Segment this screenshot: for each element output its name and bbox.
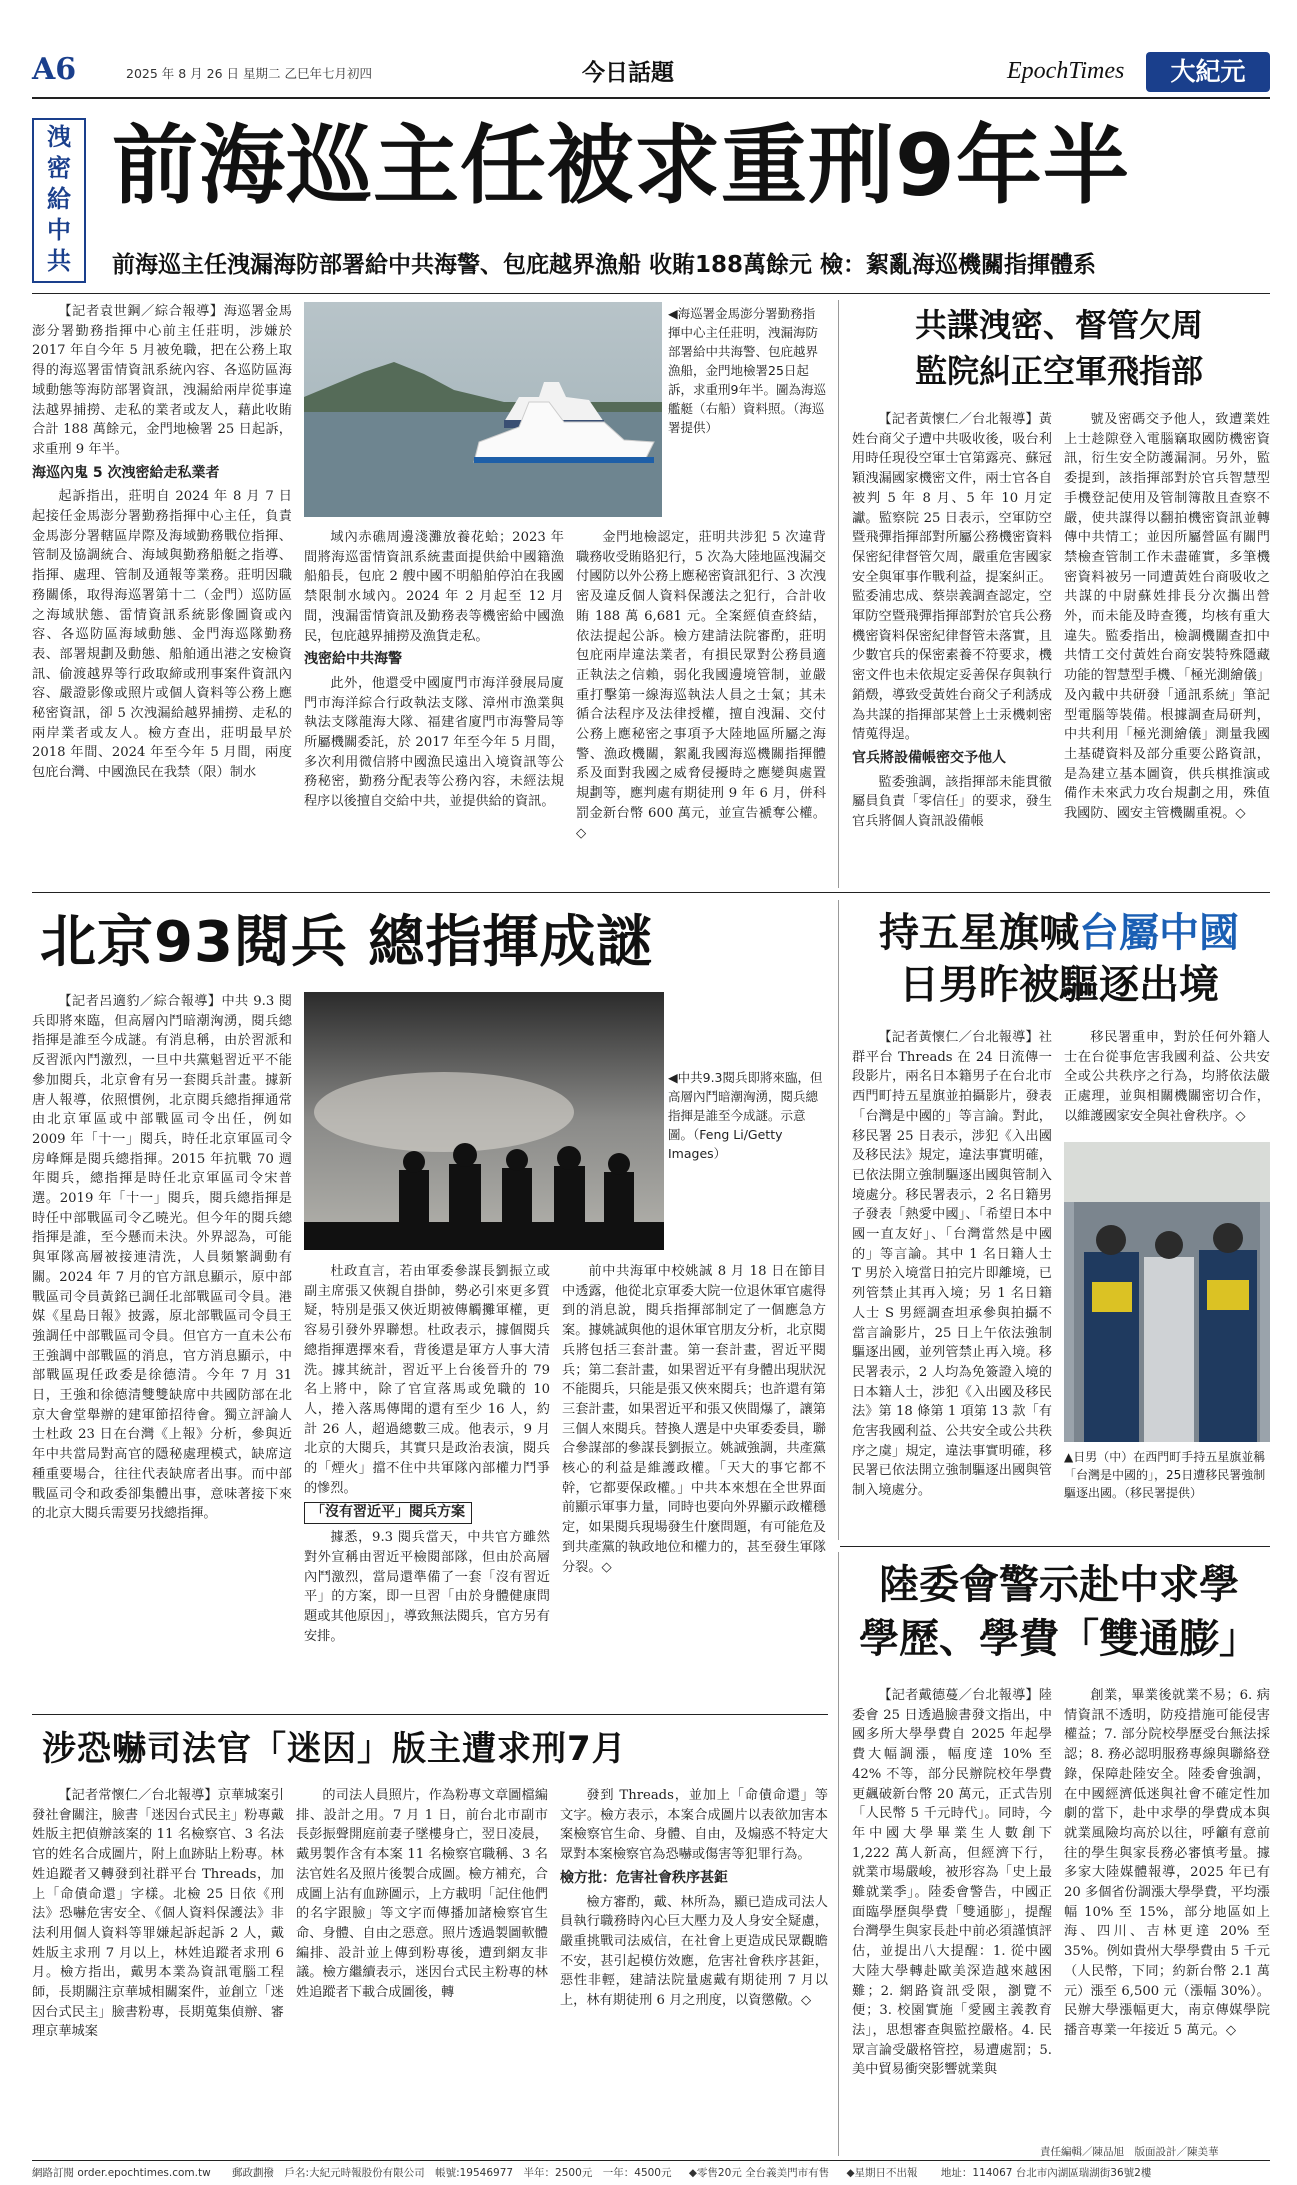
deportation-image (1064, 1142, 1270, 1442)
story-divider-1 (838, 300, 839, 888)
story1-col3: 金門地檢認定，莊明共涉犯 5 次違背職務收受賄賂犯行，5 次為大陸地區洩漏交付國防以外公務上應秘密資訊犯行、3 次洩密及違反個人資料保護法之犯行，合計收賄 188 萬 6,681 元。全案經偵查終結，依法提起公訴。檢方建請法院審酌，莊明包庇兩岸違法業者，有損民眾對公務員適正執法之信賴，弱化我國邊境管制，並嚴重打擊第一線海巡執法人員之士氣；其未循合法程序及法律授權，擅自洩漏、交付公務上應秘密之事項予大陸地區所屬之海警、漁政機關，絮亂我國海巡機關指揮體系及面對我國之威脅侵擾時之應變與處置規劃等，應判處有期徒刑 9 年 6 月，併科罰金新台幣 600 萬元，並宣告褫奪公權。◇ (576, 530, 826, 841)
story3-headline: 北京93閱兵 總指揮成謎 (40, 910, 654, 975)
footer-days: 星期日不出報 (854, 2167, 918, 2179)
story6-sub1: 檢方批：危害社會秩序甚鉅 (560, 1869, 728, 1886)
page-date: 2025 年 8 月 26 日 星期二 乙巳年七月初四 (126, 66, 372, 81)
footer-postal: 郵政劃撥 戶名:大紀元時報股份有限公司 帳號:19546977 半年：2500元 一年：4500元 (232, 2167, 672, 2179)
section-rule-3 (32, 1714, 828, 1715)
story1-photo-caption: ◀海巡署金馬澎分署勤務指揮中心主任莊明，洩漏海防部署給中共海警、包庇越界漁船，金門地檢署25日起訴，求重刑9年半。圖為海巡艦艇（右船）資料照。（海巡署提供） (668, 306, 826, 435)
story1-sub2: 洩密給中共海警 (304, 651, 402, 668)
story2-headline-l2: 監院糾正空軍飛指部 (914, 352, 1203, 390)
story-divider-3 (838, 1552, 839, 2156)
story1-rule (32, 293, 1270, 294)
story1-photo (304, 302, 662, 517)
story6-col1: 【記者常懷仁／台北報導】京華城案引發社會關注，臉書「迷因台式民主」粉專戴姓版主把偵辦該案的 11 名檢察官、3 名法官的姓名合成圖片，附上血跡貼上粉專。林姓追蹤者又轉發到社群平台 Threads，加上「命債命還」字樣。北檢 25 日依《刑法》恐嚇危害安全、《個人資料保護法》非法利用個人資料等罪嫌起訴起訴 2 人，戴姓版主求刑 7 月以上，林姓追蹤者求刑 6 月。檢方指出，戴男本業為資訊電腦工程師，長期關注京華城相關案件，並創立「迷因台式民主」臉書粉專，長期蒐集偵辦、審理京華城案 (32, 1788, 284, 2040)
page-number: A6 (32, 52, 77, 87)
story5-col2: 創業，畢業後就業不易；6. 病情資訊不透明，防疫措施可能侵害權益；7. 部分院校學歷受台無法採認；8. 務必認明服務專線與聯絡登錄，保障赴陸安全。陸委會強調，在中國經濟低迷與社會不確定性加劇的當下，赴中求學的學費成本與就業風險均高於以往，呼籲有意前往的學生與家長務必審慎考量。據多家大陸媒體報導，2025 年已有 20 多個省份調漲大學學費，平均漲幅 10% 至 15%，部分地區如上海、四川、吉林更達 20% 至 35%。例如貴州大學學費由 5 千元（人民幣，下同；約新台幣 2.1 萬元）漲至 6,500 元（漲幅 30%）。民辦大學漲幅更大，南京傳媒學院播音專業一年接近 5 萬元。◇ (1064, 1688, 1270, 2038)
story3-photo-caption: ◀中共9.3閱兵即將來臨，但高層內鬥暗潮洶湧，閱兵總指揮是誰至今成謎。示意圖。（Feng Li/Getty Images） (668, 1070, 823, 1161)
story4-col1: 【記者黃懷仁／台北報導】社群平台 Threads 在 24 日流傳一段影片，兩名日本籍男子在台北市西門町持五星旗並拍攝影片，發表「台灣是中國的」等言論。對此，移民署 25 日表示，涉犯《入出國及移民法》規定，違法事實明確，已依法開立強制驅逐出國與管制入境處分。移民署表示，2 名日籍男子發表「熱愛中國」、「希望日本中國一直友好」、「台灣當然是中國的」等言論。其中 1 名日籍人士 T 男於入境當日拍完片即離境，已列管禁止其再入境；另 1 名日籍人士 S 男經調查坦承參與拍攝不當言論影片，25 日上午依法強制驅逐出國，並列管禁止再入境。移民署表示，2 人均為免簽證入境的日本籍人士，涉犯《入出國及移民法》第 18 條第 1 項第 13 款「有危害我國利益、公共安全或公共秩序之虞」規定，違法事實明確，移民署已依法開立強制驅逐出國與管制入境處分。 (852, 1030, 1052, 1499)
story4-photo (1064, 1142, 1270, 1442)
story5-headline-l2: 學歷、學費「雙通膨」 (859, 1616, 1259, 1662)
story3-col2: 杜政直言，若由軍委參謀長劉振立或副主席張又俠親自掛帥，勢必引來更多質疑，特別是張又俠近期被傳觸攤軍權，更容易引發外界聯想。杜政表示，據個閱兵總指揮選擇來看，背後還是軍方人事大清洗。據其統計，習近平上台後晉升的 79 名上將中，除了官宣落馬或免職的 10 人，捲入落馬傳聞的還有至少 16 人，約計 26 人，超過總數三成。他表示，9 月北京的大閱兵，其實只是政治表演，閱兵的「煙火」擋不住中共軍隊內部權力鬥爭的慘烈。 「沒有習近平」閱兵方案 據悉，9.3 閱兵當天，中共官方雖然對外宣稱由習近平檢閱部隊，但由於高層內鬥激烈，當局還準備了一套「沒有習近平」的方案，即一旦習「由於身體健康問題或其他原因」，導致無法閱兵，官方另有安排。 (304, 1264, 550, 1644)
footer-bar (32, 2164, 1270, 2182)
story2-col1: 【記者黃懷仁／台北報導】黃姓台商父子遭中共吸收後，吸台利用時任現役空軍士官第露亮、蘇冠穎洩漏國家機密文件，兩士官各自被判 5 年 8 月、5 年 10 月定讞。監察院 25 日表示，空軍防空暨飛彈指揮部對所屬公務機密資料保密紀律督管欠周，嚴重危害國家安全與軍事作戰利益，提案糾正。監委浦忠成、蔡崇義調查認定，空軍防空暨飛彈指揮部對於官兵公務機密資料保密紀律督管未落實，且少數官兵的保密素養不符要求，機密文件也未依規定妥善保存與執行銷燬，導致受黃姓台商父子利誘成為共謀的指揮部某營上士汞機刺密情蒐得逞。 官兵將設備帳密交予他人 監委強調，該指揮部未能貫徹屬員負責「零信任」的要求，發生官兵將個人資訊設備帳 (852, 412, 1052, 830)
coast-guard-ship-image (304, 302, 662, 517)
footer-web: 網路訂閱 order.epochtimes.com.tw (32, 2167, 211, 2179)
story4-photo-caption: ▲日男（中）在西門町手持五星旗並稱「台灣是中國的」，25日遭移民署強制驅逐出國。（移民署提供） (1064, 1450, 1266, 1500)
section-title: 今日話題 (582, 59, 674, 86)
section-rule-1 (32, 892, 1270, 893)
story6-col3: 發到 Threads，並加上「命債命還」等文字。檢方表示，本案合成圖片以表欲加害本案檢察官生命、身體、自由，及煽惑不特定大眾對本案檢察官為恐嚇或傷害等犯罪行為。 檢方批：危害社會秩序甚鉅 檢方審酌，戴、林所為，顯已造成司法人員執行職務時內心巨大壓力及人身安全疑慮，嚴重挑戰司法威信，在社會上更造成民眾觀瞻不安，甚引起模仿效應，危害社會秩序甚鉅，惡性非輕，建請法院量處戴有期徒刑 7 月以上，林有期徒刑 6 月之刑度，以資懲儆。◇ (560, 1788, 828, 2009)
story4-highlight: 台屬中國 (1079, 910, 1239, 956)
story2-col2: 號及密碼交予他人，致遭業姓上士趁隙登入電腦竊取國防機密資訊，衍生安全防護漏洞。另外，監委提到，該指揮部對於官兵智慧型手機登記使用及管制簿散且查察不嚴，使共謀得以翻拍機密資訊並轉傳中共情工；並因所屬營區有關門禁檢查管制工作未盡確實，多筆機密資料被另一同遭黃姓台商吸收之共謀的中尉蘇姓排長分次攜出營外，而未能及時查獲，均核有重大違失。監委指出，檢調機關查扣中共情工交付黃姓台商安裝特殊隱藏功能的智慧型手機、「極光測繪儀」及內載中共研發「通訊系統」筆記型電腦等裝備。根據調查局研判，中共利用「極光測繪儀」測量我國土基礎資料及部分重要公路資訊，是為建立基本圖資，供兵棋推演或備作未來武力攻台規劃之用，殊值我國防、國安主管機關重視。◇ (1064, 412, 1270, 822)
story-divider-2 (838, 900, 839, 1540)
story4-col2: 移民署重申，對於任何外籍人士在台從事危害我國利益、公共安全或公共秩序之行為，均將依法嚴正處理，並與相關機關密切合作，以維護國家安全與社會秩序。◇ (1064, 1030, 1270, 1124)
story2-sub1: 官兵將設備帳密交予他人 (852, 749, 1006, 766)
header-rule (32, 97, 1270, 99)
story1-kicker: 洩 密 給 中 共 (32, 118, 86, 283)
footer-credits: 責任編輯／陳品旭 版面設計／陳美華 (1040, 2146, 1219, 2158)
story3-col3: 前中共海軍中校姚誠 8 月 18 日在節目中透露，他從北京軍委大院一位退休軍官處得到的消息說，閱兵指揮部制定了一個應急方案。據姚誠與他的退休軍官朋友分析，北京閱兵將包括三套計畫。第一套計畫，習近平閱兵；第二套計畫，如果習近平有身體出現狀況不能閱兵，只能是張又俠來閱兵；也許還有第三套計畫，如果習近平和張又俠間爆了，讓第三個人來閱兵。替換人選是中央軍委委員，聯合參謀部的參謀長劉振立。姚誠強調，共產黨核心的利益是維護政權。「天大的事它都不幹，它都要保政權。」中共本來想在全世界面前顯示軍事力量，同時也要向外界顯示政權穩定，如果閱兵現場發生什麼問題，有可能危及到共產黨的執政地位和權力的，甚至發生軍隊分裂。◇ (562, 1264, 826, 1575)
story6-col2: 的司法人員照片，作為粉專文章圖檔編排、設計之用。7 月 1 日，前台北市副市長彭振聲開庭前妻子墜樓身亡，翌日凌晨，戴男製作含有本案 11 名檢察官職稱、3 名法官姓名及照片後製合成圖。檢方補充，合成圖上沾有血跡圖示，上方載明「記住他們的名字跟臉」等文字而傳播加諸檢察官生命、身體、自由之惡意。照片透過製圖軟體編排、設計並上傳到粉專後，遭到網友非議。檢方繼續表示，迷因台式民主粉專的林姓追蹤者下載合成圖後，轉 (296, 1788, 548, 2001)
brand-en: EpochTimes (1007, 58, 1125, 84)
military-parade-image (304, 992, 664, 1250)
brand-logo: 大紀元 (1146, 52, 1270, 92)
footer-address: 地址：114067 台北市內湖區瑞湖街36號2樓 (940, 2167, 1152, 2179)
story3-sub1: 「沒有習近平」閱兵方案 (304, 1502, 472, 1524)
story2-headline-l1: 共諜洩密、督管欠周 (914, 306, 1203, 344)
price-icon: ◆ (688, 2167, 697, 2179)
days-icon: ◆ (846, 2167, 855, 2179)
footer-price: 零售20元 全台義美門市有售 (696, 2167, 830, 2179)
story1-sub1: 海巡內鬼 5 次洩密給走私業者 (32, 464, 220, 481)
story3-photo (304, 992, 664, 1250)
story6-headline: 涉恐嚇司法官「迷因」版主遭求刑7月 (42, 1729, 627, 1769)
story5-col1: 【記者戴德蔓／台北報導】陸委會 25 日透過臉書發文指出，中國多所大學學費自 2025 年起學費大幅調漲，幅度達 10% 至 42% 不等，部分民辦院校年學費更飆破新台幣 20 萬元，正式告別「人民幣 5 千元時代」。同時，今年中國大學畢業生人數創下 1,222 萬人新高，但經濟下行，就業市場嚴峻，被形容為「史上最難就業季」。陸委會警告，中國正面臨學歷與學費「雙通膨」，提醒台灣學生與家長赴中前必須謹慎評估，並提出八大提醒：1. 從中國大陸大學轉赴歐美深造越來越困難；2. 網路資訊受限，瀏覽不便；3. 校園實施「愛國主義教育法」，思想審查與監控嚴格。4. 民眾言論受嚴格管控，易遭處罰；5. 美中貿易衝突影響就業與 (852, 1688, 1052, 2078)
footer-rule (32, 2160, 1270, 2161)
story1-col2: 域內赤礁周邊淺灘放養花蛤；2023 年間將海巡雷情資訊系統畫面提供給中國籍漁船船長，包庇 2 艘中國不明船舶停泊在我國禁限制水域內。2024 年 2 月起至 12 月間，洩漏雷情資訊及勤務表等機密給中國漁民，包庇越界捕撈及漁貨走私。 洩密給中共海警 此外，他還受中國廈門市海洋發展局廈門市海洋綜合行政執法支隊、漳州市漁業與執法支隊龍海大隊、福建省廈門市海警局等所屬機關委託，於 2017 年至今年 5 月間，多次利用微信將中國漁民遠出入境資訊等公務秘密，勤務分配表等公務內容，未經法規程序以後擅自交給中共，並提供給的資訊。 (304, 530, 564, 810)
story4-headline-l2: 日男昨被驅逐出境 (899, 962, 1219, 1008)
story4-headline-l1: 持五星旗喊台屬中國 (879, 910, 1239, 956)
story1-subhead: 前海巡主任洩漏海防部署給中共海警、包庇越界漁船 收賄188萬餘元 檢：絮亂海巡機關指揮體系 (112, 252, 1097, 278)
story1-headline: 前海巡主任被求重刑9年半 (112, 116, 1130, 216)
section-rule-2 (840, 1546, 1270, 1547)
story3-col1: 【記者呂適豹／綜合報導】中共 9.3 閱兵即將來臨，但高層內鬥暗潮洶湧，閱兵總指揮是誰至今成謎。有消息稱，由於習派和反習派內鬥激烈，一旦中共黨魁習近平不能參加閱兵，北京會有另一套閱兵計畫。據新唐人報導，依照慣例，北京閱兵總指揮通常由北京軍區或中部戰區司令出任，例如 2009 年「十一」閱兵，時任北京軍區司令房峰輝是閱兵總指揮。2015 年抗戰 70 週年閱兵，總指揮是時任北京軍區司令宋普選。2019 年「十一」閱兵，閱兵總指揮是時任中部戰區司令乙曉光。但今年的閱兵總指揮是誰，至今懸而未決。外界認為，可能與軍隊高層被接連清洗，人員頻繁調動有關。2024 年 7 月的官方訊息顯示，原中部戰區司令員黃銘已調任北部戰區司令員。港媒《星島日報》披露，原北部戰區司令員王強調任中部戰區司令員。但官方一直未公布王強調中部戰區的消息，官方消息顯示，中部戰區現任政委是徐德清。今年 7 月 31 日，王強和徐德清雙雙缺席中共國防部在北京大會堂舉辦的建軍節招待會。獨立評論人士杜政 23 日在台灣《上報》分析，參與近年中共當局對高官的隱秘處理模式，缺席這種重要場合，往往代表缺席者出事。而中部戰區司令和政委卻集體出事，意味著接下來的北京大閱兵需要另找總指揮。 (32, 994, 292, 1522)
story5-headline-l1: 陸委會警示赴中求學 (879, 1562, 1239, 1608)
story1-col1: 【記者袁世鋼／綜合報導】海巡署金馬澎分署勤務指揮中心前主任莊明，涉嫌於 2017 年自今年 5 月被免職，把在公務上取得的海巡署雷情資訊系統內容、各巡防區海域動態等海防部署資訊，洩漏給兩岸從事違法越界捕撈、走私的業者或友人，藉此收賄合計 188 萬餘元，金門地檢署 25 日起訴，求重刑 9 年半。 海巡內鬼 5 次洩密給走私業者 起訴指出，莊明自 2024 年 8 月 7 日起接任金馬澎分署勤務指揮中心主任，負責金馬澎分署轄區岸際及海域勤務戰位指揮、管制及協調統合、海域與勤務船艇之指導、指揮、處理、管制及通報等業務。莊明因職務關係，取得海巡署第十二（金門）巡防區之海域狀態、雷情資訊系統影像圖資或內容、各巡防區海域動態、金門海巡隊勤務表、部署規劃及動態、船舶通出港之安檢資訊、偷渡越界等行政取締或刑事案件資訊內容、嚴證影像或照片或個人資料等公務上應秘密資訊，卻 5 次洩漏給越界捕撈、走私的兩岸業者或友人。檢方查出，莊明最早於 2018 年間、2024 年至今年 5 月間，兩度包庇台灣、中國漁民在我禁（限）制水 (32, 304, 292, 781)
